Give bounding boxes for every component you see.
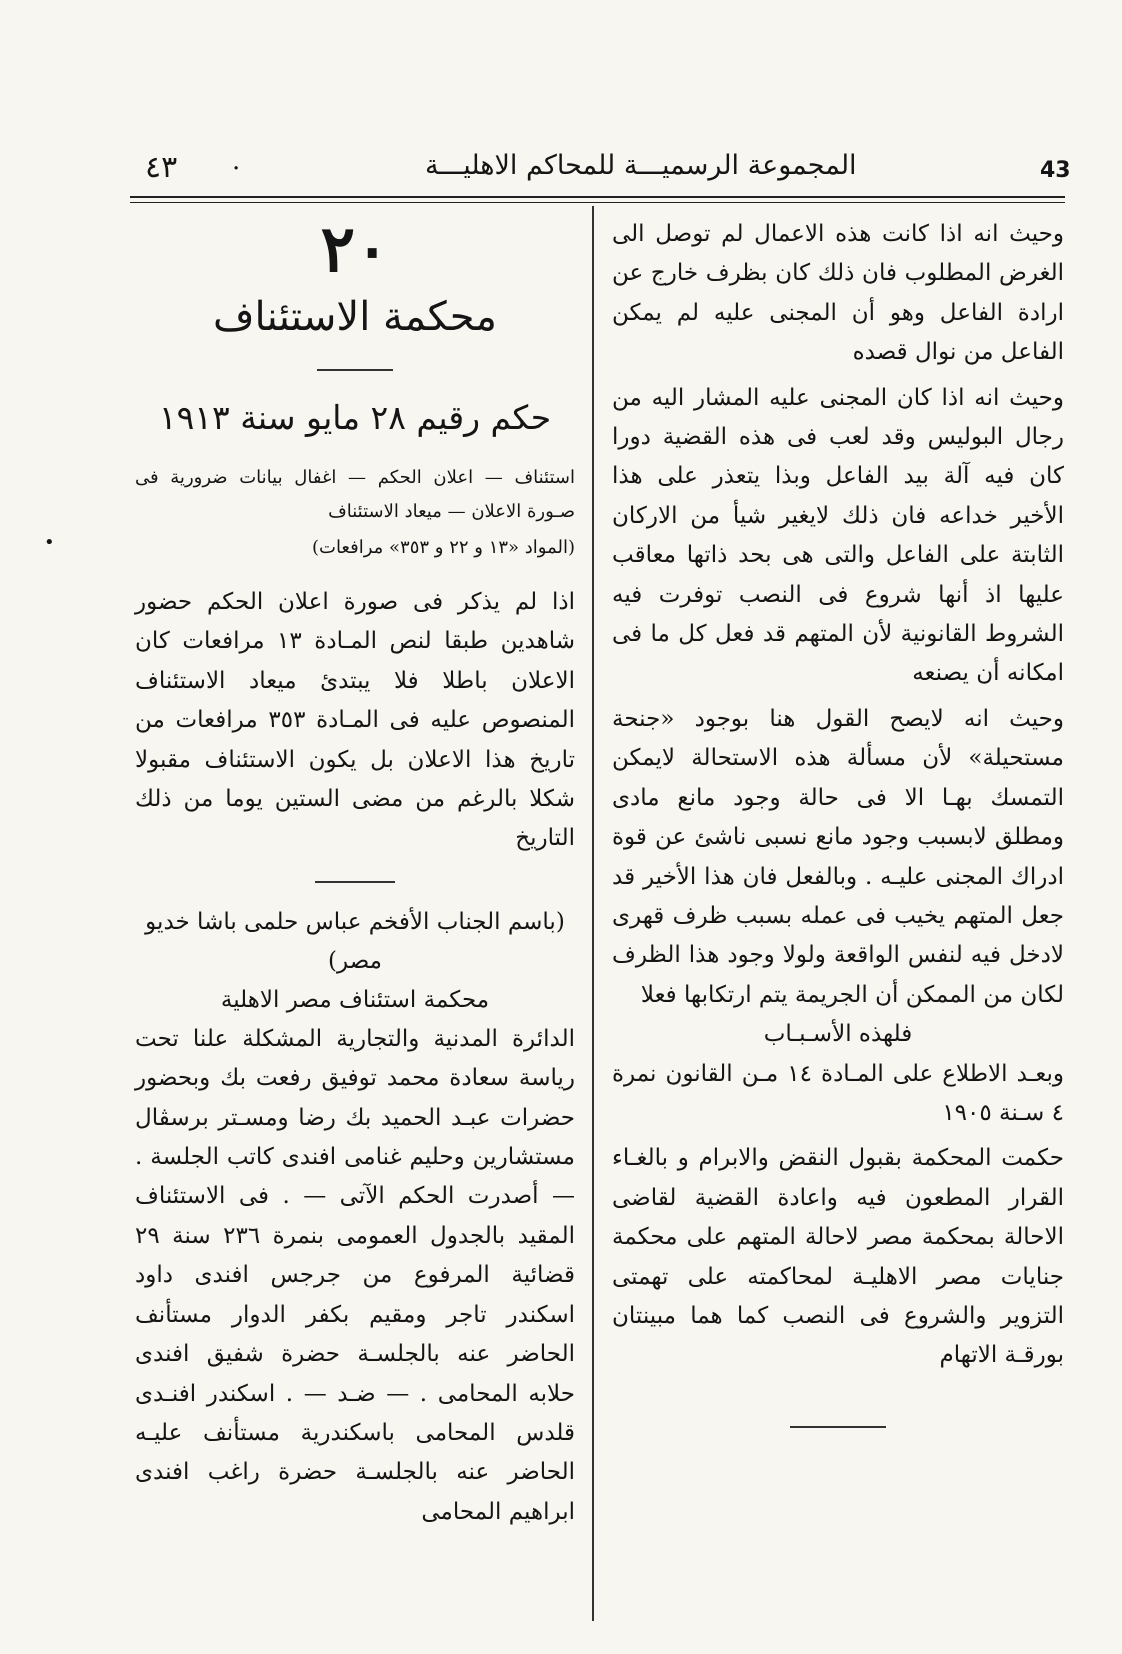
paragraph: وحيث انه اذا كان المجنى عليه المشار اليه من رجال البوليس وقد لعب فى هذه القضية دورا كان فيه آلة بيد الفاعل وبذا يتعذر على هذا الأخير خداعه فان ذلك لايغير شيأ من الاركان الثابتة على الفاعل والتى هى بحد ذاتها معاقب عليها اذ أنها شروع فى النصب توفرت فيه الشروط القانونية لأن المتهم قد فعل كل ما فى امكانه أن يصنعه: [612, 384, 1064, 687]
body-paragraph: الدائرة المدنية والتجارية المشكلة علنا تحت رياسة سعادة محمد توفيق رفعت بك وبحضور حضرات عبـد الحميد بك رضا ومسـتر برسڤال مستشارين وحليم غنامى افندى كاتب الجلسة . — أصدرت الحكم الآتى — . فى الاستئناف المقيد بالجدول العمومى بنمرة ٢٣٦ سنة ٢٩ قضائية المرفوع من جرجس افندى داود اسكندر تاجر ومقيم بكفر الدوار مستأنف الحاضر عنه بالجلسـة حضرة شفيق افندى حلابه المحامى . — ضـد — . اسكندر افنـدى قلدس المحامى باسكندرية مستأنف عليـه الحاضر عنه بالجلسـة حضرة راغب افندى ابراهيم المحامى: [135, 1025, 575, 1525]
reasons-heading: فلهذه الأسـبـاب: [763, 1021, 913, 1048]
page-number-latin: 43: [1040, 158, 1071, 183]
margin-mark: •: [44, 532, 55, 553]
right-column: [612, 215, 1064, 1428]
journal-title: المجموعة الرسميـــة للمحاكم الاهليـــة: [425, 150, 857, 181]
paragraph: وحيث انه لايصح القول هنا بوجود «جنحة مستحيلة» لأن مسألة هذه الاستحالة لايمكن التمسك بهـا الا فى حالة وجود مانع مادى ومطلق لابسبب وجود مانع نسبى ناشئ عن قوة ادراك المجنى عليـه . وبالفعل فان هذا الأخير قد جعل المتهم يخيب فى عمله بسبب ظرف قهرى لادخل فيه لنفس الواقعة ولولا وجود هذا الظرف لكان من الممكن أن الجريمة يتم ارتكابها فعلا: [612, 705, 1064, 1008]
divider: [317, 369, 393, 371]
authority-line: (باسم الجناب الأفخم عباس حلمى باشا خديو مصر): [145, 908, 565, 974]
articles-reference: (المواد «١٣ و ٢٢ و ٣٥٣» مرافعات): [311, 537, 575, 558]
column-divider: [592, 206, 594, 1621]
paragraph: وحيث انه اذا كانت هذه الاعمال لم توصل الى الغرض المطلوب فان ذلك كان بظرف خارج عن ارادة الفاعل وهو أن المجنى عليه لم يمكن الفاعل من نوال قصده: [612, 221, 1064, 366]
keywords: استئناف — اعلان الحكم — اغفال بيانات ضرورية فى صـورة الاعلان — ميعاد الاستئناف: [135, 467, 575, 522]
verdict-paragraph: حكمت المحكمة بقبول النقض والابرام و بالغـاء القرار المطعون فيه واعادة القضية لقاضى الاحالة بمحكمة مصر لاحالة المتهم على محكمة جنايات مصر الاهليـة لمحاكمته على تهمتى التزوير والشروع فى النصب كما هما مبينتان بورقـة الاتهام: [612, 1145, 1064, 1369]
end-rule: [790, 1426, 886, 1428]
court-name: محكمة الاستئناف: [213, 294, 497, 340]
summary-paragraph: اذا لم يذكر فى صورة اعلان الحكم حضور شاهدين طبقا لنص المـادة ١٣ مرافعات كان الاعلان باطلا فلا يبتدئ ميعاد الاستئناف المنصوص عليه فى المـادة ٣٥٣ مرافعات من تاريخ هذا الاعلان بل يكون الاستئناف مقبولا شكلا بالرغم من مضى الستين يوما من ذلك التاريخ: [135, 589, 575, 852]
case-number: ٢٠: [320, 212, 390, 287]
court-full-name: محكمة استئناف مصر الاهلية: [220, 986, 490, 1013]
header-rule: [130, 196, 1065, 198]
divider: [315, 881, 395, 883]
judgment-title: حكم رقيم ٢٨ مايو سنة ١٩١٣: [158, 398, 552, 437]
header-dot: ·: [232, 154, 241, 184]
header-rule-thin: [130, 202, 1065, 203]
paragraph: وبعـد الاطلاع على المـادة ١٤ مـن القانون نمرة ٤ سـنة ١٩٠٥: [612, 1060, 1064, 1126]
left-column: [135, 212, 575, 1532]
page-number-arabic: ٤٣: [145, 150, 178, 185]
